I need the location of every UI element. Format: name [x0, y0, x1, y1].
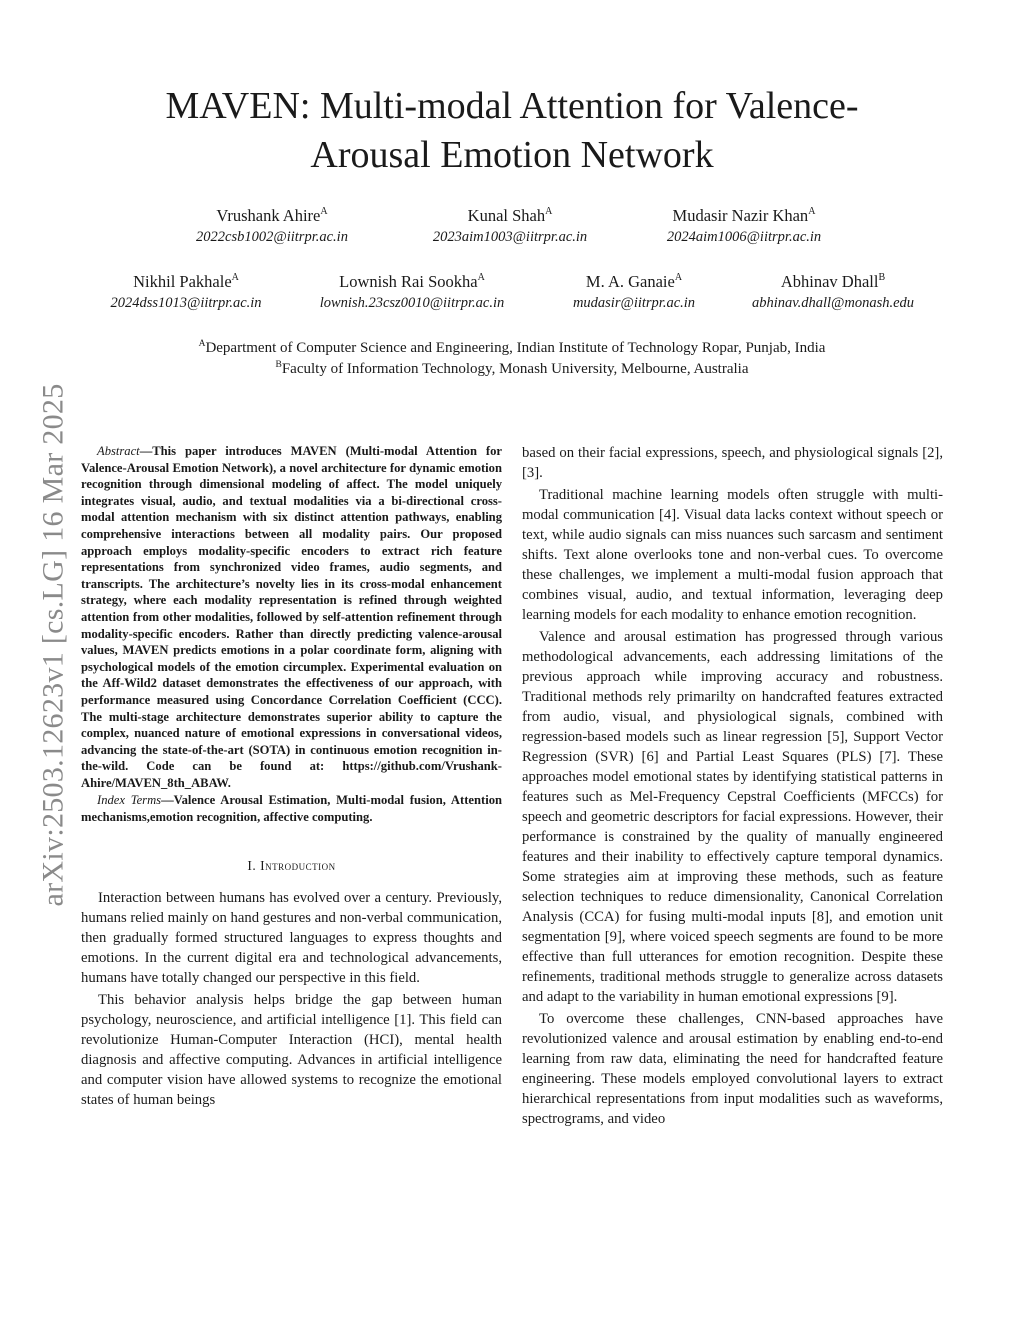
abstract-label: Abstract [97, 444, 140, 458]
author-name: Vrushank Ahire [216, 206, 321, 225]
paragraph: Interaction between humans has evolved over a century. Previously, humans relied mainly on hand gestures and non-verbal communication, then gradually formed structured languages to express thoughts and emotions. In the current digital era and technological advancements, humans have totally changed our perspective in this field. [81, 889, 502, 986]
author-name: Lownish Rai Sookha [339, 272, 478, 291]
affiliation-mark: B [878, 272, 886, 283]
author-block [573, 267, 695, 313]
index-terms-label: Index Terms [97, 793, 162, 808]
author-block [110, 267, 261, 313]
author-block [752, 267, 914, 313]
paragraph-continuation: based on their facial expressions, speech, and physiological signals [2], [3]. [522, 445, 943, 481]
author-name: Mudasir Nazir Khan [672, 206, 809, 225]
affiliation-mark: A [231, 272, 239, 283]
author-block [320, 267, 505, 313]
author-email: 2022csb1002@iitrpr.ac.in [196, 229, 348, 245]
affiliation-text: Department of Computer Science and Engineering, Indian Institute of Technology Ropar, Punjab, India [205, 340, 826, 356]
paragraph: Valence and arousal estimation has progressed through various methodological advancements, each addressing limitations of the previous approach while improving accuracy and robustness. Traditional methods rely primarilty on handcrafted features extracted from audio, visual, and physiological signals, combined with regression-based models such as linear regression [5], Support Vector Regression (SVR) [6] and Partial Least Squares (PLS) [7]. These approaches model emotional states by identifying statistical patterns in features such as Mel-Frequency Cepstral Coefficients (MFCCs) for speech and geometric descriptors for facial expressions. However, their performance is constrained by the quality of manually engineered features and their inability to effectively capture temporal dynamics. Some strategies aim at improving these methods, such as feature selection techniques to reduce dimensionality, Canonical Correlation Analysis (CCA) for fusing multi-modal inputs [8], and emotion unit segmentation [9], where voiced speech segments are found to be more effective than full utterances for emotion recognition. Despite these refinements, traditional methods struggle to generalize across datasets and adapt to the variability in human emotional expressions [9]. [522, 629, 943, 1005]
author-name: Abhinav Dhall [780, 272, 879, 291]
affiliation-mark: A [674, 272, 683, 283]
paper-title: MAVEN: Multi-modal Attention for Valence-Arousal Emotion Network [165, 85, 859, 176]
author-email: lownish.23csz0010@iitrpr.ac.in [319, 295, 505, 311]
affiliation-mark: A [545, 206, 553, 217]
index-terms [81, 792, 502, 825]
author-email: 2024dss1013@iitrpr.ac.in [110, 295, 262, 311]
affiliation-line [0, 355, 1024, 380]
author-email: 2023aim1003@iitrpr.ac.in [432, 229, 588, 245]
paragraph: This behavior analysis helps bridge the gap between human psychology, neuroscience, and artificial intelligence [1]. This field can revolutionize Human-Computer Interaction (HCI), mental health diagnosis and affective computing. Advances in artificial intelligence and computer vision have allowed systems to recognize the emotional states of human beings [81, 991, 502, 1108]
arxiv-identifier-text: arXiv:2503.12623v1 [cs.LG] 16 Mar 2025 [36, 383, 70, 907]
author-name: M. A. Ganaie [585, 272, 675, 291]
index-terms-text: —Valence Arousal Estimation, Multi-modal fusion, Attention mechanisms,emotion recognition, affective computing. [81, 793, 503, 825]
paragraph: To overcome these challenges, CNN-based approaches have revolutionized valence and arousal estimation by enabling end-to-end learning from raw data, eliminating the need for handcrafted feature engineering. These models employed convolutional layers to extract hierarchical representations from input modalities such as waveforms, spectrograms, and video [522, 1011, 943, 1127]
author-block [196, 201, 348, 247]
right-column [522, 443, 943, 1131]
abstract [81, 443, 502, 791]
section-heading [81, 858, 502, 874]
paragraph: Traditional machine learning models often struggle with multi-modal communication [4]. Visual data lacks context without speech or text, while audio signals can miss nuances such sarcasm and sentiment shifts. Text alone overlooks tone and non-verbal cues. To overcome these challenges, we implement a multi-modal fusion approach that combines visual, audio, and textual information, leveraging deep learning models for each modality to enhance emotion recognition. [522, 487, 943, 623]
abstract-text: —This paper introduces MAVEN (Multi-modal Attention for Valence-Arousal Emotion Network), a novel architecture for dynamic emotion recognition through dimensional modeling of affect. The model uniquely integrates visual, audio, and textual modalities via a bi-directional cross-modal attention mechanism with six distinct attention pathways, enabling comprehensive interactions between all modality pairs. Our proposed approach employs modality-specific encoders to extract rich feature representations from synchronized video frames, audio segments, and transcripts. The architecture’s novelty lies in its cross-modal enhancement strategy, where each modality representation is refined through weighted attention from other modalities, followed by self-attention refinement through modality-specific encoders. Rather than directly predicting valence-arousal values, MAVEN predicts emotions in a polar coordinate form, aligning with psychological models of the emotion circumplex. Experimental evaluation on the Aff-Wild2 dataset demonstrates the effectiveness of our approach, with performance measured using Concordance Correlation Coefficient (CCC). The multi-stage architecture demonstrates superior ability to capture the complex, nuanced nature of emotional expressions in conversational videos, advancing the state-of-the-art (SOTA) in continuous emotion recognition in-the-wild. Code can be found at: https://github.com/Vrushank-Ahire/MAVEN_8th_ABAW. [81, 444, 502, 790]
affiliation-mark: A [477, 272, 485, 283]
left-column [81, 443, 502, 1112]
author-email: 2024aim1006@iitrpr.ac.in [666, 229, 822, 245]
author-block [667, 201, 821, 247]
affiliation-mark: A [198, 339, 206, 349]
affiliation-mark: A [808, 206, 816, 217]
author-email: abhinav.dhall@monash.edu [751, 295, 915, 311]
arxiv-identifier-stamp [28, 340, 78, 950]
author-name: Nikhil Pakhale [133, 272, 232, 291]
affiliation-text: Faculty of Information Technology, Monash University, Melbourne, Australia [281, 361, 749, 377]
author-block [433, 201, 587, 247]
author-email: mudasir@iitrpr.ac.in [572, 295, 696, 311]
section-number: I. [247, 857, 257, 873]
affiliation-mark: A [320, 206, 328, 217]
section-title: Introduction [260, 857, 336, 873]
author-name: Kunal Shah [467, 206, 546, 225]
affiliation-mark: B [275, 360, 282, 370]
